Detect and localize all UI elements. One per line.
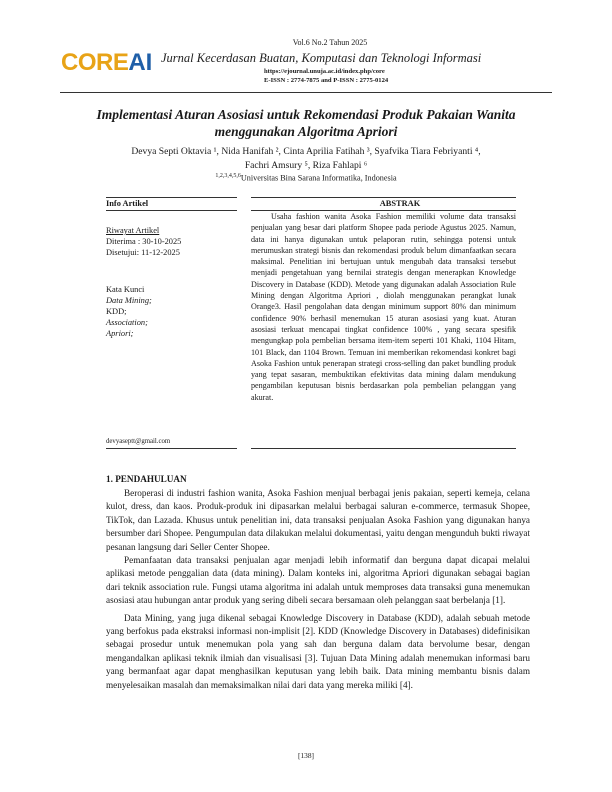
journal-issn: E-ISSN : 2774-7875 and P-ISSN : 2775-0124: [264, 77, 389, 84]
keyword-item: KDD;: [106, 307, 127, 316]
info-bottom-rule: [106, 448, 237, 449]
intro-paragraph-3: Data Mining, yang juga dikenal sebagai Knowledge Discovery in Database (KDD), adalah sebuah metode yang berfokus pada ekstraksi informasi non-implisit [2]. KDD (Knowledge Discovery in Databases) didefinisikan sebagai prosedur untuk menemukan pola yang sah dan berguna dalam data bervolume besar, dengan mengandalkan aplikasi teknik ilmiah dan visualisasi [3]. Tujuan Data Mining adalah menemukan informasi baru yang bermanfaat agar dapat menghasilkan keputusan yang lebih baik. Data mining membantu bisnis dalam menyelesaikan masalah dan memaksimalkan nilai dari data yang mereka miliki [4].: [106, 612, 530, 690]
volume-info: Vol.6 No.2 Tahun 2025: [292, 38, 368, 47]
keywords-label: Kata Kunci: [106, 285, 145, 294]
abstract-text: Usaha fashion wanita Asoka Fashion memiliki volume data transaksi penjualan yang besar dari platform Shopee pada periode Agustus 2025. Namun, data ini hanya digunakan untuk pelaporan rutin, sehingga potensi untuk merumuskan strategi bisnis dan rekomendasi produk belum dimanfaatkan secara maksimal. Penelitian ini bertujuan untuk mengubah data transaksi tersebut menjadi pengetahuan yang bernilai strategis dengan menerapkan Knowledge Discovery in Database (KDD). Metode yang digunakan adalah Association Rule Mining dengan Algoritma Apriori , diolah menggunakan perangkat lunak Orange3. Hasil pengolahan data dengan minimum support 80% dan minimum confidence 90% berhasil menemukan 15 aturan asosiasi yang kuat. Aturan asosiasi terkuat mencapai tingkat confidence 100% , yang secara spesifik mengungkap pola pembelian bersama item-item seperti 101 Khaki, 1104 Hitam, 101 Black, dan 1104 Brown. Temuan ini memberikan rekomendasi konkret bagi Asoka Fashion untuk penerapan strategi cross-selling dan paket bundling produk yang tepat sasaran, membuktikan efektivitas data mining dalam mendukung pengambilan keputusan bisnis berdasarkan pola pembelian pelanggan yang akurat.: [251, 212, 516, 402]
logo-core-text: CORE: [61, 49, 129, 76]
logo-ai-text: AI: [128, 49, 153, 76]
info-heading: Info Artikel: [106, 199, 149, 208]
affiliation-superscript: 1,2,3,4,5,6: [215, 173, 241, 179]
info-header-rule: [106, 210, 237, 211]
intro-paragraph-2: Pemanfaatan data transaksi penjualan agar menjadi lebih informatif dan berguna dapat dicapai melalui aplikasi metode penggalian data (data mining). Dalam konteks ini, algoritma Apriori digunakan sebagai bagian dari teknik association rule. Fungsi utama algoritma ini adalah untuk memproses data transaksi guna menemukan asosiasi atau hubungan antar produk yang sering dibeli secara bersamaan oleh pelanggan saat berbelanja [1].: [106, 555, 530, 606]
affiliation: [60, 173, 552, 183]
received-date: Diterima : 30-10-2025: [106, 237, 182, 246]
abstract-top-rule: [251, 197, 516, 198]
affiliation-text: Universitas Bina Sarana Informatika, Indonesia: [240, 173, 397, 183]
history-label: Riwayat Artikel: [106, 226, 160, 235]
abstract-bottom-rule: [251, 448, 516, 449]
authors-line-2: Fachri Amsury ⁵, Riza Fahlapi ⁶: [244, 159, 368, 171]
abstract-body: [251, 211, 516, 403]
intro-paragraph-1: Beroperasi di industri fashion wanita, Asoka Fashion menjual berbagai jenis pakaian, seperti kemeja, celana kulot, dress, dan kaos. Produk-produk ini dipasarkan melalui berbagai saluran e-commerce, termasuk Shopee, TikTok, dan Lazada. Khusus untuk penelitian ini, data transaksi penjualan Asoka Fashion yang digunakan hanya bersumber dari Shopee. Pengumpulan data dilakukan melalui dokumentasi, yaitu dengan mengunduh bukti riwayat pesanan langsung dari Seller Center Shopee.: [106, 488, 530, 552]
accepted-date: Disetujui: 11-12-2025: [106, 248, 180, 257]
keyword-item: Apriori;: [106, 329, 134, 338]
keyword-item: Association;: [106, 318, 148, 327]
author-list: [90, 145, 522, 172]
paper-title: Implementasi Aturan Asosiasi untuk Rekomendasi Produk Pakaian Wanita menggunakan Algoritma Apriori: [96, 107, 516, 139]
corresponding-email[interactable]: devyaseptt@gmail.com: [106, 438, 171, 445]
intro-body: [106, 487, 530, 692]
journal-title: Jurnal Kecerdasan Buatan, Komputasi dan Teknologi Informasi: [161, 51, 482, 65]
keyword-item: Data Mining;: [106, 296, 152, 305]
info-top-rule: [106, 197, 237, 198]
header-divider: [60, 92, 552, 93]
journal-url[interactable]: https://ejournal.unuja.ac.id/index.php/core: [264, 68, 385, 75]
journal-logo: [61, 48, 154, 78]
section-heading-introduction: 1. PENDAHULUAN: [106, 474, 187, 484]
abstract-heading: ABSTRAK: [379, 199, 421, 208]
keywords-block: [106, 284, 152, 339]
page-number: [138]: [297, 751, 315, 760]
authors-line-1: Devya Septi Oktavia ¹, Nida Hanifah ², Cinta Aprilia Fatihah ³, Syafvika Tiara Febriyanti ⁴,: [131, 146, 481, 157]
article-history: [106, 225, 181, 258]
